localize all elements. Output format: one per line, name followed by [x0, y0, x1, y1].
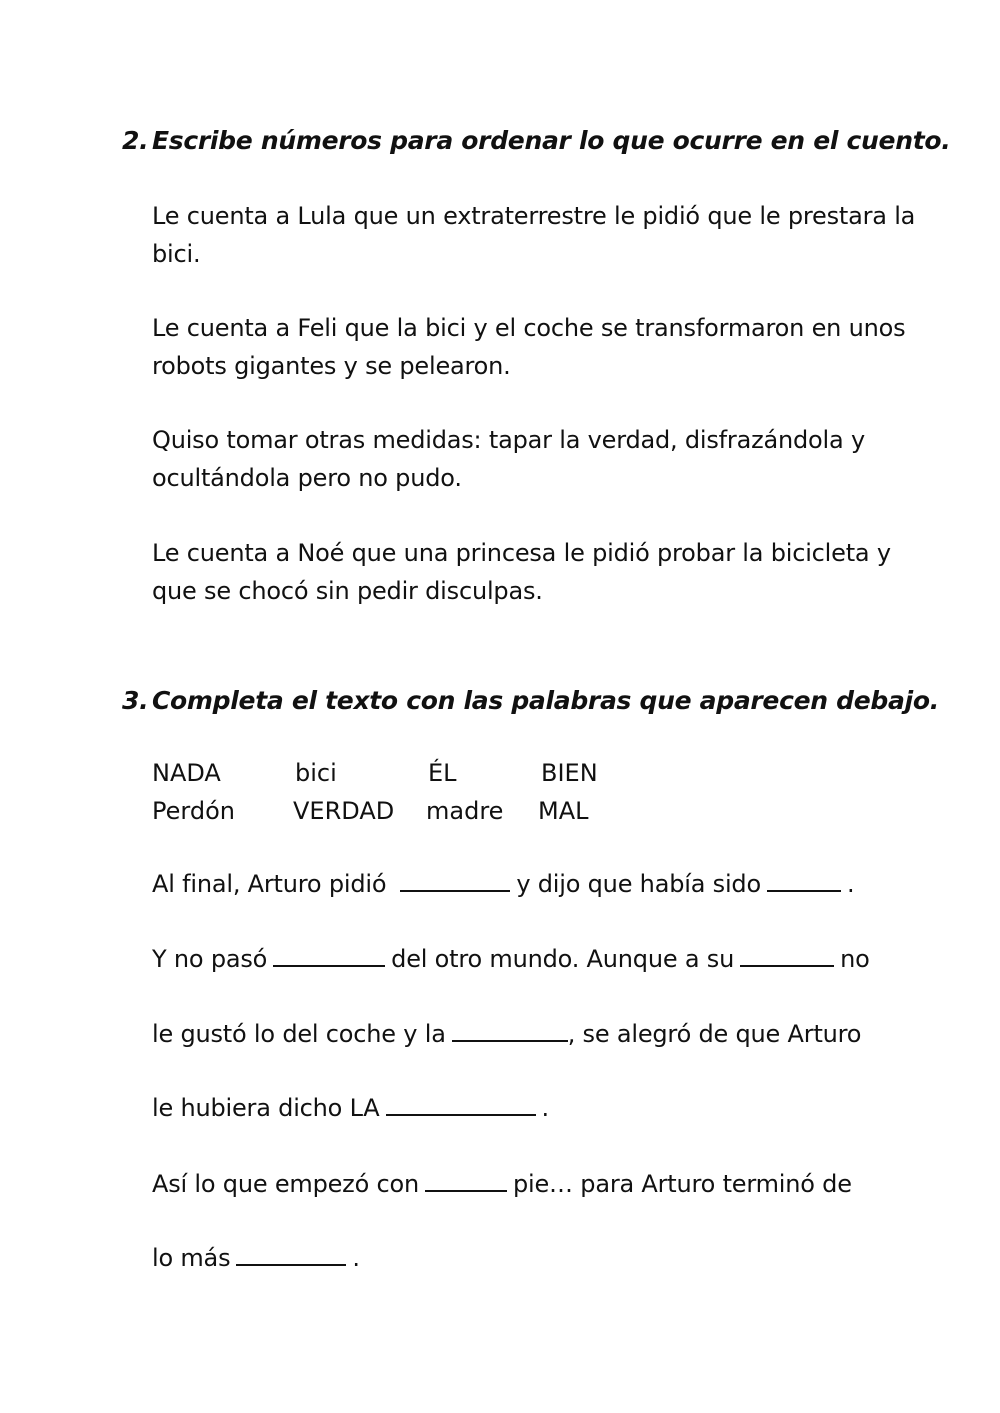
answer-blank-7[interactable] [425, 1168, 507, 1192]
fill-text: le hubiera dicho LA [152, 1094, 380, 1122]
answer-blank-5[interactable] [452, 1018, 568, 1042]
answer-blank-3[interactable] [273, 943, 385, 967]
section-2-number: 2. [122, 126, 149, 155]
word-bank-item: NADA [152, 759, 221, 787]
answer-blank-4[interactable] [740, 943, 834, 967]
fill-line-5 [152, 1168, 852, 1198]
word-bank [152, 754, 652, 834]
fill-text: . [846, 870, 855, 898]
fill-line-2 [152, 943, 870, 973]
fill-text: , se alegró de que Arturo [567, 1020, 862, 1048]
order-item-1: Le cuenta a Lula que un extraterrestre le pidió que le prestara la bici. [152, 202, 916, 268]
section-2-title: Escribe números para ordenar lo que ocurre en el cuento. [152, 126, 951, 155]
order-item-4: Le cuenta a Noé que una princesa le pidió probar la bicicleta y que se chocó sin pedir disculpas. [152, 539, 891, 605]
word-bank-item: ÉL [428, 759, 457, 787]
fill-line-6 [152, 1242, 360, 1272]
fill-text: del otro mundo. Aunque a su [391, 945, 735, 973]
answer-blank-6[interactable] [386, 1092, 536, 1116]
word-bank-item: BIEN [541, 759, 598, 787]
fill-text: lo más [152, 1244, 231, 1272]
fill-text: no [840, 945, 870, 973]
section-3-number: 3. [122, 686, 149, 715]
fill-line-4 [152, 1092, 549, 1122]
fill-line-1 [152, 868, 854, 898]
answer-blank-2[interactable] [767, 868, 841, 892]
fill-text: Y no pasó [152, 945, 268, 973]
section-2-heading [122, 126, 950, 155]
section-3-heading [122, 686, 939, 715]
fill-text: Al final, Arturo pidió [152, 870, 387, 898]
word-bank-item: madre [426, 797, 504, 825]
fill-text: le gustó lo del coche y la [152, 1020, 446, 1048]
word-bank-item: VERDAD [293, 797, 395, 825]
order-item-3: Quiso tomar otras medidas: tapar la verdad, disfrazándola y ocultándola pero no pudo. [152, 426, 865, 492]
fill-text: . [352, 1244, 360, 1272]
word-bank-item: bici [295, 759, 337, 787]
answer-blank-1[interactable] [400, 868, 510, 892]
word-bank-item: Perdón [152, 797, 235, 825]
order-item-2: Le cuenta a Feli que la bici y el coche se transformaron en unos robots gigantes y se pelearon. [152, 314, 906, 380]
fill-text: Así lo que empezó con [152, 1170, 419, 1198]
fill-line-3 [152, 1018, 861, 1048]
answer-blank-8[interactable] [236, 1242, 346, 1266]
word-bank-item: MAL [538, 797, 589, 825]
fill-text: y dijo que había sido [516, 870, 761, 898]
fill-text: . [541, 1094, 549, 1122]
section-3-title: Completa el texto con las palabras que aparecen debajo. [152, 686, 939, 715]
fill-text: pie… para Arturo terminó de [512, 1170, 852, 1198]
